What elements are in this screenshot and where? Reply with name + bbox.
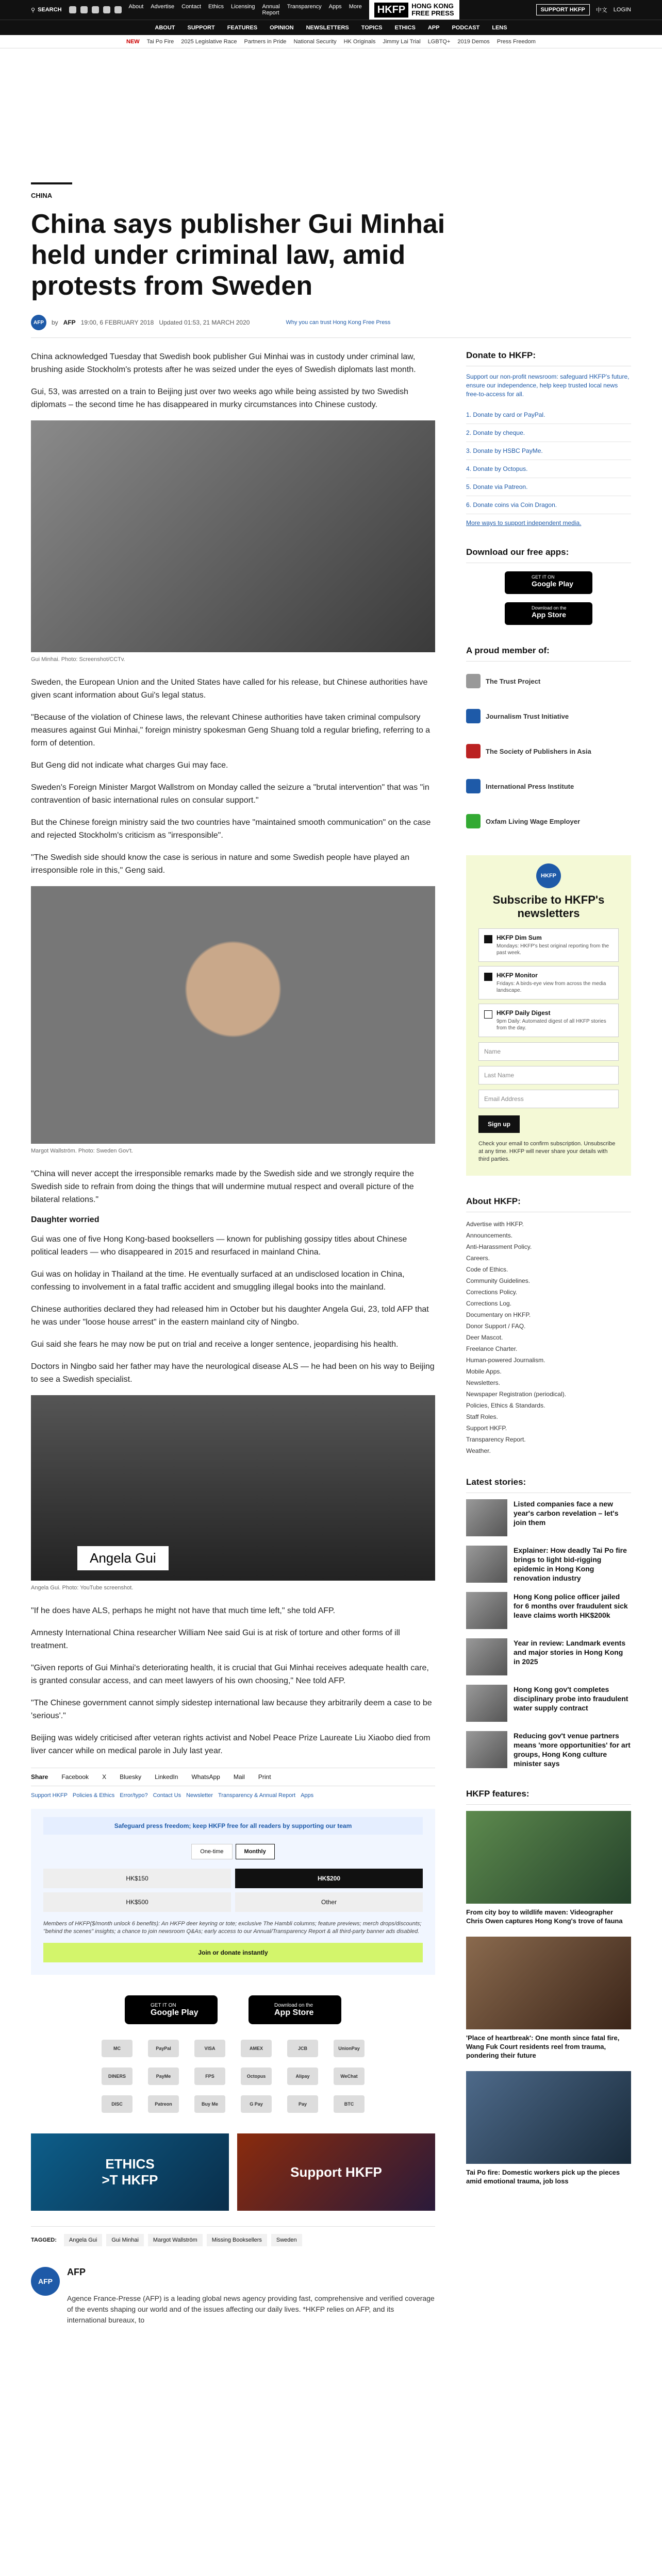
story-thumbnail[interactable] (466, 1685, 507, 1722)
sidebar-heading: Download our free apps: (466, 547, 631, 563)
nav-item[interactable]: FEATURES (227, 24, 258, 31)
article-paragraph: "The Chinese government cannot simply sidestep international law because they arbitrarily deem a case to be 'serious'." (31, 1699, 432, 1720)
ipi-icon (466, 779, 481, 793)
article-paragraph: Doctors in Ningbo said her father may have the neurological disease ALS — he had been on his way to Beijing to see a Swedish specialist. (31, 1362, 435, 1384)
nav-item[interactable]: SUPPORT (187, 24, 215, 31)
section-divider (31, 182, 72, 184)
article-paragraph: "Because of the violation of Chinese laws, the relevant Chinese authorities have taken criminal compulsory measures against Gui Minhai," foreign ministry spokesman Geng Shuang told a regular briefing, referring to a form of detention. (31, 713, 431, 748)
payment-icon[interactable]: AMEX (241, 2040, 272, 2057)
trending-item[interactable]: Press Freedom (496, 38, 536, 45)
payment-icon[interactable]: G Pay (241, 2095, 272, 2113)
telegram-icon[interactable] (114, 6, 122, 13)
about-link[interactable]: Support HKFP. (466, 1425, 507, 1432)
share-bluesky[interactable]: Bluesky (120, 1773, 142, 1781)
amount-option[interactable]: HK$150 (43, 1869, 231, 1888)
payment-icon[interactable]: Alipay (287, 2067, 318, 2085)
about-link[interactable]: Newsletters. (466, 1379, 501, 1386)
tag[interactable]: Gui Minhai (106, 2234, 144, 2246)
google-play-button[interactable]: GET IT ON Google Play (505, 571, 592, 594)
payment-icon[interactable]: Pay (287, 2095, 318, 2113)
payment-icon[interactable]: WeChat (334, 2067, 365, 2085)
newsletter-option-daily-digest[interactable]: HKFP Daily Digest 9pm Daily: Automated digest of all HKFP stories from the day. (478, 1004, 619, 1037)
join-donate-button[interactable]: Join or donate instantly (43, 1943, 423, 1962)
story-item[interactable] (466, 1685, 631, 1722)
nameplate: Angela Gui (77, 1546, 169, 1570)
page-wrap (31, 182, 631, 2326)
nav-item[interactable]: ETHICS (394, 24, 416, 31)
last-name-field[interactable]: Last Name (478, 1066, 619, 1084)
top-bar (0, 0, 662, 20)
member-logo[interactable]: The Trust Project (466, 668, 631, 694)
oxfam-icon (466, 814, 481, 828)
sidebar-heading: Donate to HKFP: (466, 350, 631, 366)
footer-link[interactable]: Support HKFP (31, 1792, 68, 1799)
article-paragraph: Chinese authorities declared they had released him in October but his daughter Angela Gui, 23, told AFP that he was under "loose house arrest" in the eastern mainland city of Ningbo. (31, 1305, 429, 1327)
story-title[interactable]: Listed companies face a new year's carbon revelation – let's join them (514, 1500, 619, 1527)
payment-icon[interactable]: Octopus (241, 2067, 272, 2085)
article-body (31, 350, 435, 2326)
brand-logo[interactable] (369, 0, 459, 20)
donate-widget (466, 350, 631, 527)
apps-widget (466, 547, 631, 625)
newsletter-option-monitor[interactable]: HKFP Monitor Fridays: A birds-eye view from across the media landscape. (478, 966, 619, 999)
story-thumbnail[interactable] (466, 1592, 507, 1629)
tag[interactable]: Missing Booksellers (207, 2234, 267, 2246)
story-thumbnail[interactable] (466, 1546, 507, 1583)
article-title: China says publisher Gui Minhai held under criminal law, amid protests from Sweden (31, 209, 445, 301)
payment-icon[interactable]: MC (102, 2040, 133, 2057)
tag[interactable]: Angela Gui (64, 2234, 102, 2246)
article-paragraph: "Given reports of Gui Minhai's deteriorating health, it is crucial that Gui Minhai receives adequate health care, is granted consular access, and can meet lawyers of his own choosing," Nee told AFP. (31, 1664, 429, 1685)
footer-link[interactable]: Error/typo? (120, 1792, 148, 1799)
article-paragraph: China acknowledged Tuesday that Swedish book publisher Gui Minhai was in custody under criminal law, brushing aside Stockholm's protests after he was seized under the eyes of Swedish diplomats last month. (31, 352, 416, 374)
promo-support[interactable]: Support HKFP (237, 2133, 435, 2211)
footer-links (31, 1792, 435, 1799)
article-paragraph: Gui, 53, was arrested on a train to Beijing just over two weeks ago while being assisted by two Swedish diplomats – the second time he has disappeared in murky circumstances into Chinese custody. (31, 387, 408, 409)
login-link[interactable]: LOGIN (613, 7, 631, 13)
donate-option[interactable]: 5. Donate via Patreon. (466, 478, 631, 496)
sidebar-heading: About HKFP: (466, 1196, 631, 1212)
more-ways-link[interactable]: More ways to support independent media. (466, 519, 582, 527)
payment-icon[interactable]: PayPal (148, 2040, 179, 2057)
about-link[interactable]: Human-powered Journalism. (466, 1357, 545, 1364)
nav-item[interactable]: NEWSLETTERS (306, 24, 349, 31)
support-hkfp-button[interactable]: SUPPORT HKFP (536, 4, 590, 15)
youtube-icon[interactable] (103, 6, 110, 13)
article-paragraph: "China will never accept the irresponsible remarks made by the Swedish side and we strongly require the Swedish side to refrain from doing the things that will undermine mutual respect and overall picture of the bilateral relations." (31, 1170, 414, 1204)
tag[interactable]: Margot Wallström (148, 2234, 203, 2246)
amount-option[interactable]: HK$500 (43, 1892, 231, 1912)
about-link[interactable]: Community Guidelines. (466, 1277, 531, 1284)
trending-item[interactable]: Jimmy Lai Trial (383, 38, 421, 45)
brand-name: HONG KONG FREE PRESS (411, 2, 454, 17)
top-link[interactable]: About (128, 4, 144, 10)
top-link[interactable]: Contact (181, 4, 202, 10)
app-store-button[interactable]: Download on the App Store (249, 1995, 341, 2024)
feature-image[interactable] (466, 1937, 631, 2029)
trust-note-link[interactable]: Why you can trust Hong Kong Free Press (286, 319, 391, 326)
payment-icon[interactable]: Buy Me (194, 2095, 225, 2113)
newsletter-note: Check your email to confirm subscription. Unsubscribe at any time. HKFP will never share your details with third parties. (478, 1141, 616, 1162)
photo-gui-minhai (31, 420, 435, 652)
footer-link[interactable]: Transparency & Annual Report (218, 1792, 296, 1799)
donate-text[interactable]: Support our non-profit newsroom: safeguard HKFP's future, ensure our independence, help keep trusted local news free-to-access for all. (466, 373, 630, 398)
nav-item[interactable]: ABOUT (155, 24, 175, 31)
article-paragraph: Amnesty International China researcher William Nee said Gui is at risk of torture and other forms of ill treatment. (31, 1629, 400, 1650)
photo-caption: Gui Minhai. Photo: Screenshot/CCTv. (31, 656, 125, 663)
footer-link[interactable]: Newsletter (186, 1792, 213, 1799)
language-chinese-link[interactable]: 中文 (595, 7, 607, 13)
payment-icon[interactable]: VISA (194, 2040, 225, 2057)
donate-option[interactable]: 1. Donate by card or PayPal. (466, 406, 631, 424)
published-time: 19:00, 6 FEBRUARY 2018 (80, 319, 154, 326)
content-columns (31, 350, 631, 2326)
about-link[interactable]: Documentary on HKFP. (466, 1311, 531, 1318)
donate-frequency (43, 1844, 423, 1859)
sidebar-heading: A proud member of: (466, 646, 631, 662)
promo-ethics[interactable]: ETHICS >T HKFP (31, 2133, 229, 2211)
signup-button[interactable]: Sign up (478, 1115, 520, 1133)
payment-icon[interactable]: FPS (194, 2067, 225, 2085)
payment-icon[interactable]: JCB (287, 2040, 318, 2057)
top-link[interactable]: Licensing (231, 4, 255, 10)
donate-option[interactable]: 2. Donate by cheque. (466, 424, 631, 442)
top-link[interactable]: Transparency (287, 4, 322, 10)
member-widget (466, 646, 631, 835)
about-link[interactable]: Advertise with HKFP. (466, 1221, 524, 1228)
about-link[interactable]: Newspaper Registration (periodical). (466, 1391, 567, 1398)
share-linkedin[interactable]: LinkedIn (155, 1773, 178, 1781)
photo-angela-gui (31, 1395, 435, 1581)
about-link[interactable]: Anti-Harassment Policy. (466, 1243, 532, 1250)
photo-caption: Margot Wallström. Photo: Sweden Gov't. (31, 1148, 133, 1154)
share-bar (31, 1768, 435, 1786)
story-item[interactable] (466, 1731, 631, 1768)
feature-item[interactable] (466, 1811, 631, 1925)
share-x[interactable]: X (102, 1773, 107, 1781)
feature-title[interactable]: Tai Po fire: Domestic workers pick up the pieces amid emotional trauma, job loss (466, 2168, 620, 2185)
story-item[interactable] (466, 1499, 631, 1536)
share-mail[interactable]: Mail (233, 1773, 245, 1781)
author-bio: Agence France-Presse (AFP) is a leading global news agency providing fast, comprehensive and verified coverage of the events shaping our world and of the issues affecting our daily lives. *HKFP relies on AFP, and its international bureaux, to (67, 2294, 435, 2324)
article-paragraph: Beijing was widely criticised after veteran rights activist and Nobel Peace Prize Laureate Liu Xiaobo died from liver cancer while on medical parole in July last year. (31, 1734, 431, 1755)
about-link[interactable]: Corrections Log. (466, 1300, 512, 1307)
features-widget (466, 1789, 631, 2185)
author-avatar[interactable]: AFP (31, 2267, 60, 2296)
facebook-icon[interactable] (69, 6, 76, 13)
trust-project-icon (466, 674, 481, 688)
feature-title[interactable]: 'Place of heartbreak': One month since fatal fire, Wang Fuk Court residents reel from trauma, pondering their future (466, 2034, 620, 2059)
donate-options (466, 406, 631, 514)
app-store-row (31, 1995, 435, 2024)
member-logo[interactable]: Journalism Trust Initiative (466, 703, 631, 730)
sidebar-heading: Latest stories: (466, 1477, 631, 1493)
app-store-button[interactable]: Download on the App Store (505, 602, 592, 625)
article-paragraph: Gui was one of five Hong Kong-based booksellers — known for publishing gossipy titles about Chinese political leaders — who disappeared in 2015 and resurfaced in mainland China. (31, 1235, 407, 1257)
about-link[interactable]: Corrections Policy. (466, 1289, 518, 1296)
payment-icon[interactable]: DINERS (102, 2067, 133, 2085)
trending-item[interactable]: National Security (293, 38, 337, 45)
nav-item[interactable]: OPINION (270, 24, 294, 31)
share-facebook[interactable]: Facebook (61, 1773, 89, 1781)
newsletter-title: Subscribe to HKFP's newsletters (492, 893, 605, 920)
about-link[interactable]: Transparency Report. (466, 1436, 526, 1443)
share-label: Share (31, 1773, 48, 1781)
byline (31, 315, 631, 330)
nav-item[interactable]: APP (427, 24, 440, 31)
author-name[interactable]: AFP (63, 319, 76, 326)
footer-link[interactable]: Policies & Ethics (72, 1792, 115, 1799)
top-right (467, 4, 631, 15)
sidebar-heading: HKFP features: (466, 1789, 631, 1805)
amount-option[interactable]: Other (235, 1892, 423, 1912)
nav-item[interactable]: TOPICS (361, 24, 383, 31)
google-play-button[interactable]: GET IT ON Google Play (125, 1995, 218, 2024)
article-paragraph: Sweden's Foreign Minister Margot Wallstrom on Monday called the seizure a "brutal intervention" that was "in contravention of basic international rules on consular support." (31, 783, 429, 805)
top-link[interactable]: Annual Report (262, 4, 280, 16)
donate-option[interactable]: 3. Donate by HSBC PayMe. (466, 442, 631, 460)
footer-link[interactable]: Contact Us (153, 1792, 181, 1799)
newsletter-widget (466, 855, 631, 1176)
newsletter-option-dim-sum[interactable]: HKFP Dim Sum Mondays: HKFP's best original reporting from the past week. (478, 928, 619, 962)
article-paragraph: "If he does have ALS, perhaps he might not have that much time left," she told AFP. (31, 1606, 336, 1615)
hkfp-logo: HKFP (536, 863, 561, 888)
feature-title[interactable]: From city boy to wildlife maven: Videographer Chris Owen captures Hong Kong's trove of fauna (466, 1908, 623, 1925)
author-box (31, 2267, 435, 2326)
about-link[interactable]: Mobile Apps. (466, 1368, 502, 1375)
about-list (466, 1218, 631, 1456)
story-thumbnail[interactable] (466, 1638, 507, 1675)
tag[interactable]: Sweden (271, 2234, 302, 2246)
frequency-one-time[interactable]: One-time (191, 1844, 232, 1859)
about-link[interactable]: Careers. (466, 1255, 490, 1262)
sopa-icon (466, 744, 481, 758)
trending-bar (0, 35, 662, 48)
about-link[interactable]: Weather. (466, 1447, 491, 1454)
article-paragraph: But Geng did not indicate what charges Gui may face. (31, 761, 228, 770)
story-thumbnail[interactable] (466, 1731, 507, 1768)
instagram-icon[interactable] (92, 6, 99, 13)
social-links (69, 6, 122, 13)
about-link[interactable]: Donor Support / FAQ. (466, 1323, 526, 1330)
story-title[interactable]: Hong Kong police officer jailed for 6 months over fraudulent sick leave claims worth HK$200k (514, 1592, 628, 1619)
trending-label: NEW (126, 38, 140, 45)
article-subhead: Daughter worried (31, 1215, 100, 1224)
about-link[interactable]: Deer Mascot. (466, 1334, 503, 1341)
x-icon[interactable] (80, 6, 88, 13)
tags-label: TAGGED: (31, 2237, 57, 2243)
about-link[interactable]: Announcements. (466, 1232, 513, 1239)
footer-link[interactable]: Apps (301, 1792, 314, 1799)
trending-item[interactable]: 2019 Demos (457, 38, 490, 45)
about-widget (466, 1196, 631, 1456)
share-whatsapp[interactable]: WhatsApp (191, 1773, 220, 1781)
share-print[interactable]: Print (258, 1773, 271, 1781)
frequency-monthly[interactable]: Monthly (236, 1844, 275, 1859)
author-label: by (52, 319, 58, 326)
trending-item[interactable]: 2025 Legislative Race (181, 38, 237, 45)
tags-row (31, 2226, 435, 2246)
nav-item[interactable]: LENS (492, 24, 507, 31)
payment-methods (31, 2040, 435, 2113)
article-paragraph: "The Swedish side should know the case is serious in nature and some Swedish people have played an irresponsible role in this," Geng said. (31, 853, 410, 875)
top-link[interactable]: Advertise (151, 4, 175, 10)
about-link[interactable]: Freelance Charter. (466, 1345, 518, 1352)
donate-box (31, 1809, 435, 1975)
donate-title: Safeguard press freedom; keep HKFP free for all readers by supporting our team (43, 1817, 423, 1835)
article-paragraph: Gui was on holiday in Thailand at the time. He eventually surfaced at an undisclosed location in China, confessing to involvement in a fatal traffic accident and smuggling illegal books into the mainland. (31, 1270, 405, 1292)
brand-mark: HKFP (374, 3, 408, 18)
payment-icon[interactable]: BTC (334, 2095, 365, 2113)
story-item[interactable] (466, 1638, 631, 1675)
amount-option[interactable]: HK$200 (235, 1869, 423, 1888)
article-category[interactable]: CHINA (31, 192, 53, 199)
article-paragraph: But the Chinese foreign ministry said the two countries have "maintained smooth communication" on the case and rejected Stockholm's criticism as "irresponsible". (31, 818, 431, 840)
trending-item[interactable]: Partners in Pride (244, 38, 287, 45)
trending-item[interactable]: HK Originals (343, 38, 376, 45)
feature-image[interactable] (466, 2071, 631, 2164)
feature-image[interactable] (466, 1811, 631, 1904)
trending-item[interactable]: Tai Po Fire (146, 38, 174, 45)
search-button[interactable]: ⚲ SEARCH (31, 7, 62, 13)
story-item[interactable] (466, 1546, 631, 1583)
sidebar (466, 350, 631, 2326)
article-paragraph: Gui said she fears he may now be put on trial and receive a longer sentence, jeopardising his health. (31, 1340, 399, 1349)
member-logo[interactable]: International Press Institute (466, 773, 631, 800)
feature-item[interactable] (466, 2071, 631, 2185)
about-link[interactable]: Staff Roles. (466, 1413, 498, 1420)
trending-item[interactable]: LGBTQ+ (427, 38, 451, 45)
top-link[interactable]: Apps (328, 4, 342, 10)
donate-amounts (43, 1869, 423, 1912)
top-link[interactable]: Ethics (208, 4, 224, 10)
member-logo[interactable]: The Society of Publishers in Asia (466, 738, 631, 765)
payment-icon[interactable]: Patreon (148, 2095, 179, 2113)
top-link[interactable]: More (349, 4, 362, 10)
story-title[interactable]: Reducing gov't venue partners means 'more opportunities' for art groups, Hong Kong culture minister says (514, 1732, 631, 1768)
feature-item[interactable] (466, 1937, 631, 2060)
member-logo[interactable]: Oxfam Living Wage Employer (466, 808, 631, 835)
divider (31, 337, 631, 338)
story-title[interactable]: Explainer: How deadly Tai Po fire brings to light bid-rigging epidemic in Hong Kong renovation industry (514, 1546, 627, 1582)
donate-option[interactable]: 6. Donate coins via Coin Dragon. (466, 496, 631, 514)
photo-caption: Angela Gui. Photo: YouTube screenshot. (31, 1585, 134, 1591)
updated-time: Updated 01:53, 21 MARCH 2020 (159, 319, 250, 326)
about-link[interactable]: Code of Ethics. (466, 1266, 508, 1273)
about-link[interactable]: Policies, Ethics & Standards. (466, 1402, 545, 1409)
photo-margot-wallstrom (31, 886, 435, 1144)
donate-option[interactable]: 4. Donate by Octopus. (466, 460, 631, 478)
jti-icon (466, 709, 481, 723)
author-avatar[interactable]: AFP (31, 315, 46, 330)
top-links (129, 4, 362, 16)
name-field[interactable]: Name (478, 1042, 619, 1061)
email-field[interactable]: Email Address (478, 1090, 619, 1108)
main-nav (0, 20, 662, 35)
promo-row (31, 2133, 435, 2211)
payment-icon[interactable]: DISC (102, 2095, 133, 2113)
member-note: Members of HKFP($/month unlock 6 benefits): An HKFP deer keyring or tote; exclusive The Hambli columns; feature previews; merch drops/discounts; "behind the scenes" insights; a chance to join newsroom Q&As; early access to our Annual/Transparency Report & all third-party banner ads disabled. (43, 1921, 422, 1935)
nav-item[interactable]: PODCAST (452, 24, 480, 31)
story-thumbnail[interactable] (466, 1499, 507, 1536)
story-title[interactable]: Hong Kong gov't completes disciplinary probe into fraudulent water supply contract (514, 1685, 628, 1712)
payment-icon[interactable]: PayMe (148, 2067, 179, 2085)
payment-icon[interactable]: UnionPay (334, 2040, 365, 2057)
latest-stories-widget (466, 1477, 631, 1768)
search-icon: ⚲ (31, 7, 36, 13)
article-paragraph: Sweden, the European Union and the United States have called for his release, but Chinese authorities have given scant information about Gui's legal status. (31, 678, 428, 700)
story-item[interactable] (466, 1592, 631, 1629)
author-box-name[interactable]: AFP (67, 2267, 86, 2277)
story-title[interactable]: Year in review: Landmark events and major stories in Hong Kong in 2025 (514, 1639, 626, 1666)
